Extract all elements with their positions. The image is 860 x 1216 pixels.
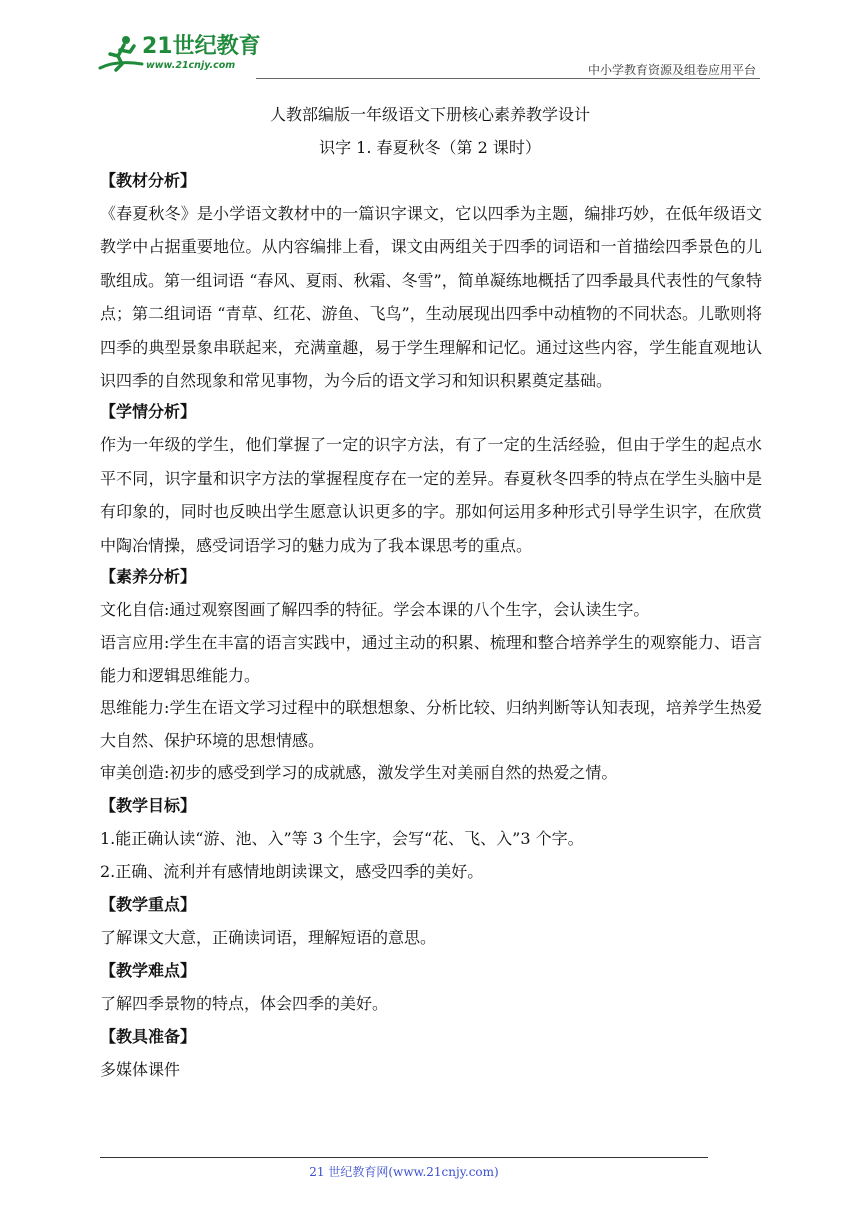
section-paragraph: 《春夏秋冬》是小学语文教材中的一篇识字课文，它以四季为主题，编排巧妙，在低年级语文教学中占据重要地位。从内容编排上看，课文由两组关于四季的词语和一首描绘四季景色的儿歌组成。第一组词语 “春风、夏雨、秋霜、冬雪”，简单凝练地概括了四季最具代表性的气象特点；第二组词语 “青草、红花、游鱼、飞鸟”，生动展现出四季中动植物的不同状态。儿歌则将四季的典型景象串联起来，充满童趣，易于学生理解和记忆。通过这些内容，学生能直观地认识四季的自然现象和常见事物，为今后的语文学习和知识积累奠定基础。	[100, 204, 762, 391]
section-paragraph: 语言应用:学生在丰富的语言实践中，通过主动的积累、梳理和整合培养学生的观察能力、语言能力和逻辑思维能力。	[100, 633, 762, 686]
footer-divider	[100, 1157, 708, 1158]
page-header	[96, 28, 760, 80]
footer-link[interactable]: 21 世纪教育网(www.21cnjy.com)	[309, 1165, 499, 1179]
section-paragraph: 作为一年级的学生，他们掌握了一定的识字方法，有了一定的生活经验，但由于学生的起点水平不同，识字量和识字方法的掌握程度存在一定的差异。春夏秋冬四季的特点在学生头脑中是有印象的，同时也反映出学生愿意认识更多的字。那如何运用多种形式引导学生识字，在欣赏中陶冶情操，感受词语学习的魅力成为了我本课思考的重点。	[100, 435, 762, 555]
logo-url: www.21cnjy.com	[146, 60, 236, 71]
document-title: 人教部编版一年级语文下册核心素养教学设计	[269, 105, 590, 124]
runner-logo-icon	[98, 34, 144, 74]
section-heading-literacy-analysis: 【素养分析】	[100, 567, 197, 587]
section-heading-teaching-focus: 【教学重点】	[100, 894, 197, 914]
header-divider	[256, 78, 760, 79]
section-heading-textbook-analysis: 【教材分析】	[100, 171, 197, 190]
document-subtitle: 识字 1. 春夏秋冬（第 2 课时）	[319, 138, 541, 157]
section-heading-student-analysis: 【学情分析】	[100, 402, 197, 422]
section-paragraph: 1.能正确认读“游、池、入”等 3 个生字，会写“花、飞、入”3 个字。	[100, 828, 584, 848]
section-paragraph: 文化自信:通过观察图画了解四季的特征。学会本课的八个生字，会认读生字。	[100, 600, 650, 620]
section-paragraph: 多媒体课件	[100, 1059, 181, 1079]
logo-title: 21世纪教育	[142, 34, 261, 59]
site-logo[interactable]	[96, 28, 266, 78]
section-heading-teaching-aids: 【教具准备】	[100, 1026, 197, 1046]
section-paragraph: 思维能力:学生在语文学习过程中的联想想象、分析比较、归纳判断等认知表现，培养学生热爱大自然、保护环境的思想情感。	[100, 697, 762, 751]
section-heading-teaching-goals: 【教学目标】	[100, 795, 197, 815]
document-body	[100, 170, 762, 1092]
section-paragraph: 审美创造:初步的感受到学习的成就感，激发学生对美丽自然的热爱之情。	[100, 762, 618, 782]
platform-name: 中小学教育资源及组卷应用平台	[587, 63, 756, 77]
section-paragraph: 2.正确、流利并有感情地朗读课文，感受四季的美好。	[100, 861, 484, 881]
section-paragraph: 了解四季景物的特点，体会四季的美好。	[100, 993, 389, 1013]
section-paragraph: 了解课文大意，正确读词语，理解短语的意思。	[100, 927, 437, 947]
section-heading-teaching-difficulty: 【教学难点】	[100, 960, 197, 980]
